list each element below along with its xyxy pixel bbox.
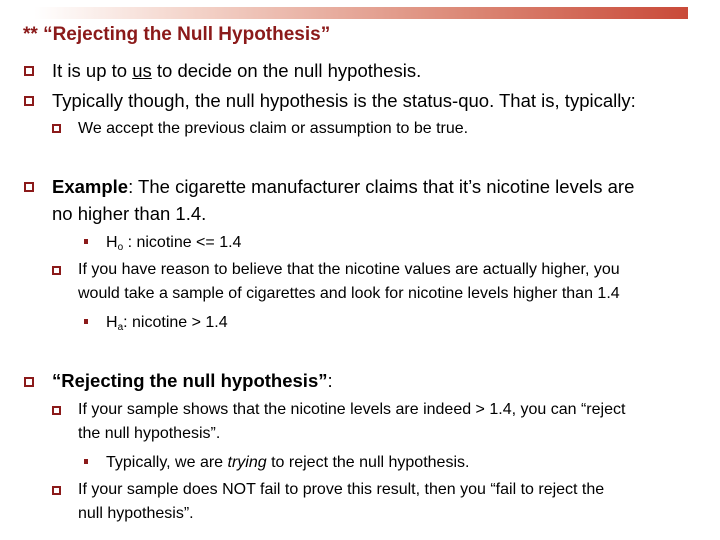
bullet-icon bbox=[52, 266, 61, 275]
bullet-text-2: Typically though, the null hypothesis is the status-quo. That is, typically: bbox=[52, 90, 636, 111]
header-gradient-bar bbox=[34, 7, 688, 19]
bullet-3-rest: : The cigarette manufacturer claims that it’s nicotine levels are bbox=[128, 176, 635, 197]
bullet-icon bbox=[24, 377, 34, 387]
bullet-icon bbox=[52, 406, 61, 415]
bullet-icon bbox=[24, 96, 34, 106]
bullet-2-sub-1: We accept the previous claim or assumption to be true. bbox=[78, 120, 469, 137]
ha-letter: H bbox=[106, 314, 118, 331]
bullet-icon bbox=[52, 486, 61, 495]
square-bullet-icon bbox=[84, 239, 88, 244]
example-label: Example bbox=[52, 176, 129, 197]
bullet-3-sub-1-line-1: If you have reason to believe that the nicotine values are actually higher, you bbox=[78, 261, 620, 278]
bullet-text-4 bbox=[52, 368, 333, 393]
typically-pre: Typically, we are bbox=[106, 454, 228, 471]
bullet-text-3-line-1 bbox=[52, 174, 634, 199]
rejecting-heading: “Rejecting the null hypothesis” bbox=[52, 370, 328, 391]
trying-italic: trying bbox=[227, 454, 267, 471]
h0-text: : nicotine <= 1.4 bbox=[123, 234, 242, 251]
slide-title: ** “Rejecting the Null Hypothesis” bbox=[23, 24, 331, 45]
bullet-4-sub-1-line-1: If your sample shows that the nicotine levels are indeed > 1.4, you can “reject bbox=[78, 401, 626, 418]
bullet-4-sub-2-line-1: If your sample does NOT fail to prove this result, then you “fail to reject the bbox=[78, 481, 605, 498]
ha-text: : nicotine > 1.4 bbox=[123, 314, 228, 331]
typically-post: to reject the null hypothesis. bbox=[266, 454, 470, 471]
rejecting-colon: : bbox=[327, 370, 333, 391]
ha-subscript: a bbox=[117, 322, 124, 333]
bullet-icon bbox=[24, 182, 34, 192]
bullet-4-sub-1-sub-1 bbox=[106, 450, 469, 475]
bullet-icon bbox=[24, 66, 34, 76]
h0-letter: H bbox=[106, 234, 118, 251]
bullet-4-sub-2-line-2: null hypothesis”. bbox=[78, 505, 194, 522]
null-hypothesis-h0 bbox=[106, 230, 241, 260]
bullet-text-3-line-2: no higher than 1.4. bbox=[52, 203, 207, 224]
bullet-text-1 bbox=[52, 58, 421, 83]
square-bullet-icon bbox=[84, 319, 88, 324]
bullet-icon bbox=[52, 124, 61, 133]
h0-subscript: o bbox=[117, 242, 124, 253]
bullet-1-post: to decide on the null hypothesis. bbox=[151, 60, 422, 81]
bullet-4-sub-1-line-2: the null hypothesis”. bbox=[78, 425, 221, 442]
square-bullet-icon bbox=[84, 459, 88, 464]
bullet-1-underline: us bbox=[132, 60, 152, 81]
bullet-1-pre: It is up to bbox=[52, 60, 133, 81]
bullet-3-sub-1-line-2: would take a sample of cigarettes and look for nicotine levels higher than 1.4 bbox=[78, 285, 620, 302]
alternative-hypothesis-ha bbox=[106, 310, 228, 340]
